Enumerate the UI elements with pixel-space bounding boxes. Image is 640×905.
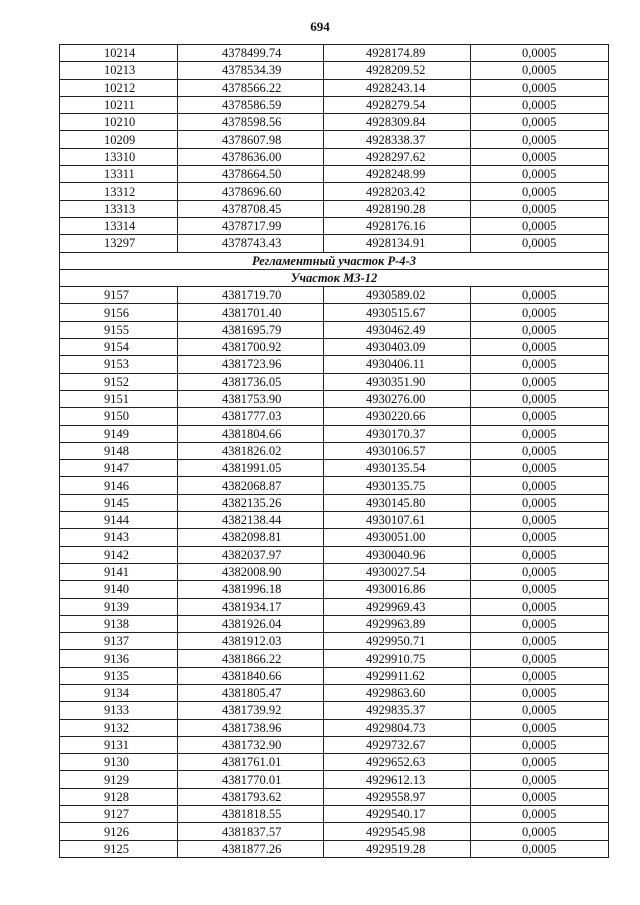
table-row: [60, 148, 609, 165]
table-headers: [60, 252, 609, 287]
x-coordinate-cell: 4382008.90: [178, 563, 324, 580]
table-row: [60, 754, 609, 771]
x-coordinate-cell: 4381826.02: [178, 442, 324, 459]
accuracy-cell: 0,0005: [471, 840, 609, 857]
y-coordinate-cell: 4929652.63: [324, 754, 471, 771]
y-coordinate-cell: 4929545.98: [324, 823, 471, 840]
x-coordinate-cell: 4381739.92: [178, 702, 324, 719]
point-number-cell: 9148: [60, 442, 178, 459]
x-coordinate-cell: 4381770.01: [178, 771, 324, 788]
y-coordinate-cell: 4930515.67: [324, 304, 471, 321]
y-coordinate-cell: 4929732.67: [324, 736, 471, 753]
point-number-cell: 9128: [60, 788, 178, 805]
y-coordinate-cell: 4930135.75: [324, 477, 471, 494]
table-row: [60, 633, 609, 650]
table-row: [60, 615, 609, 632]
x-coordinate-cell: 4382135.26: [178, 494, 324, 511]
accuracy-cell: 0,0005: [471, 183, 609, 200]
page-number: 694: [310, 19, 330, 34]
table-row: [60, 166, 609, 183]
y-coordinate-cell: 4930220.66: [324, 408, 471, 425]
accuracy-cell: 0,0005: [471, 373, 609, 390]
table-row: [60, 356, 609, 373]
table-row: [60, 667, 609, 684]
x-coordinate-cell: 4378743.43: [178, 235, 324, 252]
point-number-cell: 10209: [60, 131, 178, 148]
point-number-cell: 9146: [60, 477, 178, 494]
table-row: [60, 217, 609, 234]
table-row: [60, 702, 609, 719]
y-coordinate-cell: 4928279.54: [324, 96, 471, 113]
accuracy-cell: 0,0005: [471, 684, 609, 701]
x-coordinate-cell: 4378717.99: [178, 217, 324, 234]
accuracy-cell: 0,0005: [471, 96, 609, 113]
accuracy-cell: 0,0005: [471, 148, 609, 165]
table-row: [60, 321, 609, 338]
accuracy-cell: 0,0005: [471, 425, 609, 442]
accuracy-cell: 0,0005: [471, 304, 609, 321]
x-coordinate-cell: 4378708.45: [178, 200, 324, 217]
table-row: [60, 477, 609, 494]
accuracy-cell: 0,0005: [471, 408, 609, 425]
accuracy-cell: 0,0005: [471, 62, 609, 79]
accuracy-cell: 0,0005: [471, 166, 609, 183]
accuracy-cell: 0,0005: [471, 529, 609, 546]
point-number-cell: 9137: [60, 633, 178, 650]
x-coordinate-cell: 4381866.22: [178, 650, 324, 667]
accuracy-cell: 0,0005: [471, 131, 609, 148]
point-number-cell: 9141: [60, 563, 178, 580]
point-number-cell: 13313: [60, 200, 178, 217]
x-coordinate-cell: 4381818.55: [178, 806, 324, 823]
x-coordinate-cell: 4382068.87: [178, 477, 324, 494]
table-row: [60, 771, 609, 788]
x-coordinate-cell: 4378696.60: [178, 183, 324, 200]
point-number-cell: 13297: [60, 235, 178, 252]
accuracy-cell: 0,0005: [471, 563, 609, 580]
table-row: [60, 788, 609, 805]
point-number-cell: 10210: [60, 114, 178, 131]
point-number-cell: 13310: [60, 148, 178, 165]
section-header: Регламентный участок Р-4-3: [60, 252, 609, 269]
y-coordinate-cell: 4930051.00: [324, 529, 471, 546]
x-coordinate-cell: 4381837.57: [178, 823, 324, 840]
y-coordinate-cell: 4930145.80: [324, 494, 471, 511]
y-coordinate-cell: 4929804.73: [324, 719, 471, 736]
table-row: [60, 736, 609, 753]
point-number-cell: 9151: [60, 390, 178, 407]
point-number-cell: 9136: [60, 650, 178, 667]
accuracy-cell: 0,0005: [471, 460, 609, 477]
y-coordinate-cell: 4929963.89: [324, 615, 471, 632]
x-coordinate-cell: 4381723.96: [178, 356, 324, 373]
accuracy-cell: 0,0005: [471, 79, 609, 96]
point-number-cell: 9152: [60, 373, 178, 390]
point-number-cell: 9132: [60, 719, 178, 736]
table-row: [60, 235, 609, 252]
y-coordinate-cell: 4928248.99: [324, 166, 471, 183]
y-coordinate-cell: 4929540.17: [324, 806, 471, 823]
accuracy-cell: 0,0005: [471, 823, 609, 840]
y-coordinate-cell: 4928176.16: [324, 217, 471, 234]
y-coordinate-cell: 4930135.54: [324, 460, 471, 477]
table-row: [60, 563, 609, 580]
table-row: [60, 62, 609, 79]
x-coordinate-cell: 4378598.56: [178, 114, 324, 131]
y-coordinate-cell: 4930462.49: [324, 321, 471, 338]
y-coordinate-cell: 4930016.86: [324, 581, 471, 598]
y-coordinate-cell: 4929835.37: [324, 702, 471, 719]
accuracy-cell: 0,0005: [471, 321, 609, 338]
accuracy-cell: 0,0005: [471, 633, 609, 650]
point-number-cell: 9153: [60, 356, 178, 373]
y-coordinate-cell: 4930027.54: [324, 563, 471, 580]
accuracy-cell: 0,0005: [471, 771, 609, 788]
accuracy-cell: 0,0005: [471, 667, 609, 684]
x-coordinate-cell: 4381934.17: [178, 598, 324, 615]
x-coordinate-cell: 4381719.70: [178, 287, 324, 304]
accuracy-cell: 0,0005: [471, 719, 609, 736]
y-coordinate-cell: 4928243.14: [324, 79, 471, 96]
y-coordinate-cell: 4928309.84: [324, 114, 471, 131]
x-coordinate-cell: 4378607.98: [178, 131, 324, 148]
x-coordinate-cell: 4381805.47: [178, 684, 324, 701]
accuracy-cell: 0,0005: [471, 356, 609, 373]
y-coordinate-cell: 4929911.62: [324, 667, 471, 684]
table-row: [60, 460, 609, 477]
accuracy-cell: 0,0005: [471, 477, 609, 494]
y-coordinate-cell: 4930589.02: [324, 287, 471, 304]
accuracy-cell: 0,0005: [471, 615, 609, 632]
y-coordinate-cell: 4930107.61: [324, 512, 471, 529]
point-number-cell: 10213: [60, 62, 178, 79]
point-number-cell: 9135: [60, 667, 178, 684]
x-coordinate-cell: 4381753.90: [178, 390, 324, 407]
table-row: [60, 183, 609, 200]
x-coordinate-cell: 4381738.96: [178, 719, 324, 736]
accuracy-cell: 0,0005: [471, 45, 609, 62]
accuracy-cell: 0,0005: [471, 581, 609, 598]
point-number-cell: 10214: [60, 45, 178, 62]
y-coordinate-cell: 4929612.13: [324, 771, 471, 788]
x-coordinate-cell: 4378664.50: [178, 166, 324, 183]
table-row: [60, 494, 609, 511]
table-row: [60, 390, 609, 407]
point-number-cell: 9157: [60, 287, 178, 304]
table-row: [60, 684, 609, 701]
section-header-row: [60, 252, 609, 269]
x-coordinate-cell: 4381877.26: [178, 840, 324, 857]
accuracy-cell: 0,0005: [471, 200, 609, 217]
y-coordinate-cell: 4930351.90: [324, 373, 471, 390]
accuracy-cell: 0,0005: [471, 114, 609, 131]
point-number-cell: 13312: [60, 183, 178, 200]
table-row: [60, 45, 609, 62]
accuracy-cell: 0,0005: [471, 650, 609, 667]
table-row: [60, 823, 609, 840]
table-row: [60, 650, 609, 667]
table-row: [60, 425, 609, 442]
y-coordinate-cell: 4930403.09: [324, 339, 471, 356]
y-coordinate-cell: 4929950.71: [324, 633, 471, 650]
coordinates-table: [59, 44, 609, 858]
point-number-cell: 9133: [60, 702, 178, 719]
x-coordinate-cell: 4378566.22: [178, 79, 324, 96]
point-number-cell: 10212: [60, 79, 178, 96]
y-coordinate-cell: 4930276.00: [324, 390, 471, 407]
x-coordinate-cell: 4378586.59: [178, 96, 324, 113]
table-row: [60, 339, 609, 356]
x-coordinate-cell: 4381700.92: [178, 339, 324, 356]
x-coordinate-cell: 4381695.79: [178, 321, 324, 338]
table-row: [60, 546, 609, 563]
y-coordinate-cell: 4928174.89: [324, 45, 471, 62]
table-body-before: [60, 45, 609, 253]
accuracy-cell: 0,0005: [471, 442, 609, 459]
table-row: [60, 200, 609, 217]
y-coordinate-cell: 4929558.97: [324, 788, 471, 805]
point-number-cell: 9143: [60, 529, 178, 546]
point-number-cell: 9130: [60, 754, 178, 771]
point-number-cell: 9144: [60, 512, 178, 529]
x-coordinate-cell: 4381804.66: [178, 425, 324, 442]
x-coordinate-cell: 4381926.04: [178, 615, 324, 632]
accuracy-cell: 0,0005: [471, 546, 609, 563]
point-number-cell: 9155: [60, 321, 178, 338]
accuracy-cell: 0,0005: [471, 235, 609, 252]
x-coordinate-cell: 4382098.81: [178, 529, 324, 546]
x-coordinate-cell: 4381701.40: [178, 304, 324, 321]
y-coordinate-cell: 4928297.62: [324, 148, 471, 165]
point-number-cell: 9145: [60, 494, 178, 511]
x-coordinate-cell: 4381761.01: [178, 754, 324, 771]
point-number-cell: 9125: [60, 840, 178, 857]
point-number-cell: 13311: [60, 166, 178, 183]
accuracy-cell: 0,0005: [471, 788, 609, 805]
y-coordinate-cell: 4930040.96: [324, 546, 471, 563]
table-row: [60, 840, 609, 857]
y-coordinate-cell: 4928338.37: [324, 131, 471, 148]
y-coordinate-cell: 4930170.37: [324, 425, 471, 442]
y-coordinate-cell: 4929969.43: [324, 598, 471, 615]
table-row: [60, 287, 609, 304]
x-coordinate-cell: 4381736.05: [178, 373, 324, 390]
y-coordinate-cell: 4928209.52: [324, 62, 471, 79]
y-coordinate-cell: 4929519.28: [324, 840, 471, 857]
point-number-cell: 9138: [60, 615, 178, 632]
y-coordinate-cell: 4928134.91: [324, 235, 471, 252]
table-body-after: [60, 287, 609, 858]
accuracy-cell: 0,0005: [471, 494, 609, 511]
point-number-cell: 9150: [60, 408, 178, 425]
point-number-cell: 9129: [60, 771, 178, 788]
x-coordinate-cell: 4381991.05: [178, 460, 324, 477]
x-coordinate-cell: 4381777.03: [178, 408, 324, 425]
point-number-cell: 9142: [60, 546, 178, 563]
point-number-cell: 9127: [60, 806, 178, 823]
y-coordinate-cell: 4928203.42: [324, 183, 471, 200]
table-row: [60, 581, 609, 598]
table-row: [60, 114, 609, 131]
accuracy-cell: 0,0005: [471, 598, 609, 615]
x-coordinate-cell: 4378534.39: [178, 62, 324, 79]
x-coordinate-cell: 4381912.03: [178, 633, 324, 650]
point-number-cell: 9139: [60, 598, 178, 615]
x-coordinate-cell: 4381996.18: [178, 581, 324, 598]
x-coordinate-cell: 4381732.90: [178, 736, 324, 753]
accuracy-cell: 0,0005: [471, 339, 609, 356]
point-number-cell: 13314: [60, 217, 178, 234]
point-number-cell: 9134: [60, 684, 178, 701]
point-number-cell: 9149: [60, 425, 178, 442]
table-row: [60, 529, 609, 546]
x-coordinate-cell: 4378636.00: [178, 148, 324, 165]
table-row: [60, 719, 609, 736]
y-coordinate-cell: 4930106.57: [324, 442, 471, 459]
table-row: [60, 512, 609, 529]
table-row: [60, 408, 609, 425]
y-coordinate-cell: 4929910.75: [324, 650, 471, 667]
point-number-cell: 10211: [60, 96, 178, 113]
accuracy-cell: 0,0005: [471, 754, 609, 771]
y-coordinate-cell: 4930406.11: [324, 356, 471, 373]
y-coordinate-cell: 4928190.28: [324, 200, 471, 217]
table-row: [60, 598, 609, 615]
x-coordinate-cell: 4378499.74: [178, 45, 324, 62]
table-row: [60, 79, 609, 96]
table-row: [60, 131, 609, 148]
point-number-cell: 9156: [60, 304, 178, 321]
table-row: [60, 806, 609, 823]
x-coordinate-cell: 4382138.44: [178, 512, 324, 529]
subsection-header: Участок МЗ-12: [60, 269, 609, 286]
y-coordinate-cell: 4929863.60: [324, 684, 471, 701]
point-number-cell: 9140: [60, 581, 178, 598]
point-number-cell: 9154: [60, 339, 178, 356]
accuracy-cell: 0,0005: [471, 512, 609, 529]
table-row: [60, 96, 609, 113]
point-number-cell: 9147: [60, 460, 178, 477]
accuracy-cell: 0,0005: [471, 702, 609, 719]
accuracy-cell: 0,0005: [471, 806, 609, 823]
point-number-cell: 9126: [60, 823, 178, 840]
accuracy-cell: 0,0005: [471, 736, 609, 753]
accuracy-cell: 0,0005: [471, 390, 609, 407]
x-coordinate-cell: 4381840.66: [178, 667, 324, 684]
x-coordinate-cell: 4382037.97: [178, 546, 324, 563]
x-coordinate-cell: 4381793.62: [178, 788, 324, 805]
table-row: [60, 373, 609, 390]
accuracy-cell: 0,0005: [471, 217, 609, 234]
point-number-cell: 9131: [60, 736, 178, 753]
table-row: [60, 304, 609, 321]
subsection-header-row: [60, 269, 609, 286]
accuracy-cell: 0,0005: [471, 287, 609, 304]
table-row: [60, 442, 609, 459]
